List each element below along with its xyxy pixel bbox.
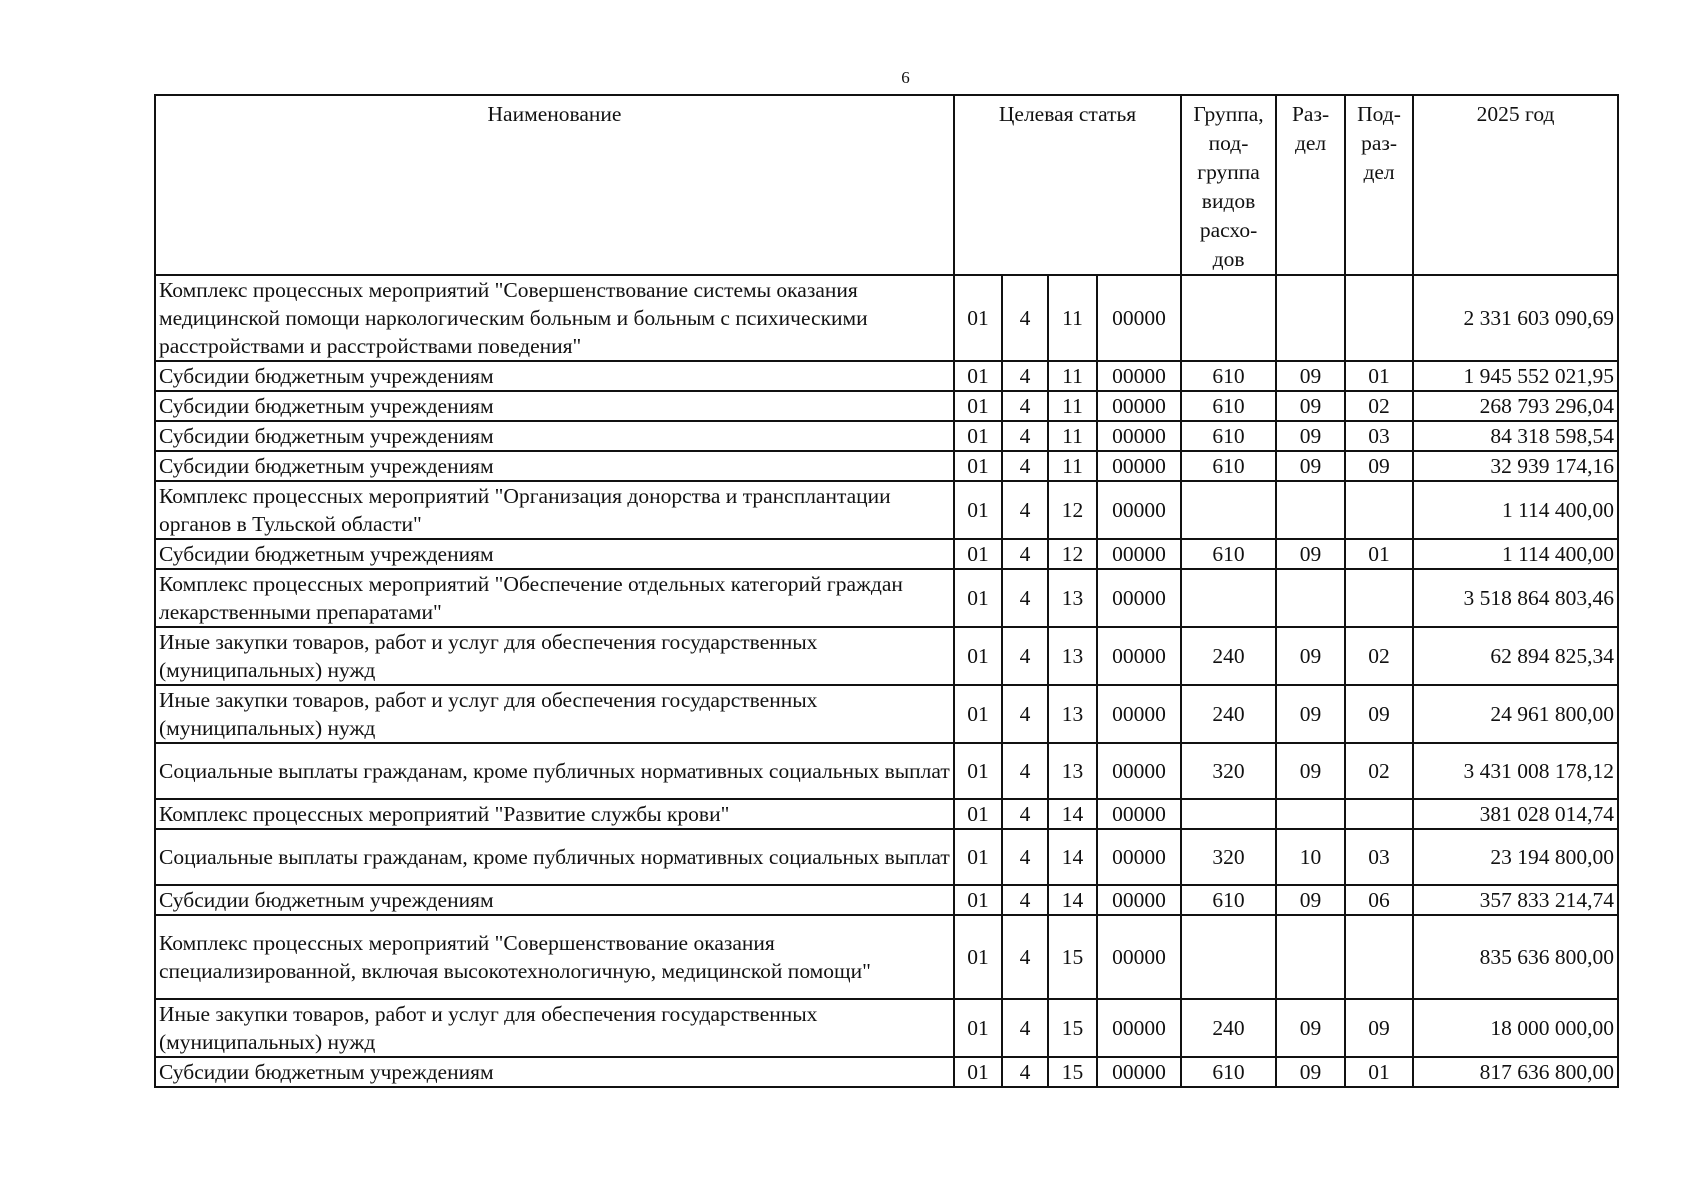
cell-type: 4 [1002, 799, 1048, 829]
cell-direction: 00000 [1097, 1057, 1181, 1087]
cell-section: 09 [1276, 627, 1345, 685]
cell-section: 09 [1276, 451, 1345, 481]
cell-type: 4 [1002, 421, 1048, 451]
cell-amount: 1 945 552 021,95 [1413, 361, 1618, 391]
cell-amount: 817 636 800,00 [1413, 1057, 1618, 1087]
cell-name: Комплекс процессных мероприятий "Обеспечение отдельных категорий граждан лекарственными препаратами" [155, 569, 954, 627]
cell-amount: 835 636 800,00 [1413, 915, 1618, 999]
cell-name: Субсидии бюджетным учреждениям [155, 421, 954, 451]
cell-type: 4 [1002, 391, 1048, 421]
table-row [155, 391, 1618, 421]
cell-type: 4 [1002, 481, 1048, 539]
cell-section: 09 [1276, 361, 1345, 391]
cell-program: 01 [954, 627, 1002, 685]
cell-subsection [1345, 481, 1413, 539]
cell-name: Субсидии бюджетным учреждениям [155, 391, 954, 421]
cell-direction: 00000 [1097, 569, 1181, 627]
cell-section: 09 [1276, 391, 1345, 421]
cell-program: 01 [954, 829, 1002, 885]
cell-name: Иные закупки товаров, работ и услуг для обеспечения государственных (муниципальных) нужд [155, 999, 954, 1057]
cell-expense-group: 240 [1181, 685, 1276, 743]
cell-expense-group: 320 [1181, 743, 1276, 799]
cell-subsection: 02 [1345, 391, 1413, 421]
cell-subprogram: 14 [1048, 885, 1097, 915]
cell-amount: 381 028 014,74 [1413, 799, 1618, 829]
cell-name: Иные закупки товаров, работ и услуг для обеспечения государственных (муниципальных) нужд [155, 627, 954, 685]
cell-expense-group: 610 [1181, 421, 1276, 451]
cell-expense-group [1181, 915, 1276, 999]
cell-direction: 00000 [1097, 885, 1181, 915]
cell-name: Субсидии бюджетным учреждениям [155, 1057, 954, 1087]
cell-expense-group: 240 [1181, 627, 1276, 685]
cell-subprogram: 13 [1048, 569, 1097, 627]
cell-subsection [1345, 799, 1413, 829]
cell-expense-group [1181, 481, 1276, 539]
cell-subsection [1345, 275, 1413, 361]
cell-subsection: 01 [1345, 539, 1413, 569]
cell-expense-group: 240 [1181, 999, 1276, 1057]
cell-program: 01 [954, 481, 1002, 539]
cell-program: 01 [954, 569, 1002, 627]
cell-direction: 00000 [1097, 627, 1181, 685]
cell-type: 4 [1002, 1057, 1048, 1087]
cell-expense-group: 610 [1181, 885, 1276, 915]
cell-direction: 00000 [1097, 275, 1181, 361]
cell-program: 01 [954, 421, 1002, 451]
cell-subprogram: 11 [1048, 275, 1097, 361]
cell-subsection: 01 [1345, 1057, 1413, 1087]
cell-subprogram: 15 [1048, 1057, 1097, 1087]
cell-direction: 00000 [1097, 451, 1181, 481]
page-number: 6 [901, 68, 910, 87]
cell-type: 4 [1002, 627, 1048, 685]
cell-expense-group: 610 [1181, 539, 1276, 569]
cell-type: 4 [1002, 539, 1048, 569]
cell-subsection: 09 [1345, 685, 1413, 743]
cell-program: 01 [954, 685, 1002, 743]
cell-program: 01 [954, 743, 1002, 799]
cell-subsection: 02 [1345, 627, 1413, 685]
cell-subsection: 01 [1345, 361, 1413, 391]
cell-amount: 3 431 008 178,12 [1413, 743, 1618, 799]
cell-direction: 00000 [1097, 999, 1181, 1057]
cell-subsection: 06 [1345, 885, 1413, 915]
header-expense-group: Группа, под- группа видов расхо- дов [1181, 95, 1276, 275]
cell-type: 4 [1002, 569, 1048, 627]
cell-expense-group [1181, 799, 1276, 829]
cell-section: 09 [1276, 743, 1345, 799]
cell-subprogram: 11 [1048, 391, 1097, 421]
cell-direction: 00000 [1097, 481, 1181, 539]
cell-expense-group [1181, 275, 1276, 361]
table-row [155, 361, 1618, 391]
table-row [155, 539, 1618, 569]
cell-type: 4 [1002, 743, 1048, 799]
cell-subprogram: 11 [1048, 361, 1097, 391]
cell-subsection: 03 [1345, 421, 1413, 451]
cell-program: 01 [954, 915, 1002, 999]
cell-amount: 24 961 800,00 [1413, 685, 1618, 743]
cell-name: Субсидии бюджетным учреждениям [155, 885, 954, 915]
cell-subprogram: 11 [1048, 451, 1097, 481]
cell-subsection: 02 [1345, 743, 1413, 799]
cell-amount: 1 114 400,00 [1413, 539, 1618, 569]
table-row [155, 627, 1618, 685]
cell-subprogram: 14 [1048, 829, 1097, 885]
cell-amount: 3 518 864 803,46 [1413, 569, 1618, 627]
cell-subprogram: 15 [1048, 999, 1097, 1057]
cell-amount: 268 793 296,04 [1413, 391, 1618, 421]
cell-direction: 00000 [1097, 685, 1181, 743]
table-row [155, 275, 1618, 361]
table-row [155, 481, 1618, 539]
cell-direction: 00000 [1097, 829, 1181, 885]
cell-program: 01 [954, 539, 1002, 569]
cell-expense-group: 610 [1181, 1057, 1276, 1087]
table-row [155, 915, 1618, 999]
cell-subprogram: 14 [1048, 799, 1097, 829]
cell-direction: 00000 [1097, 743, 1181, 799]
cell-section: 09 [1276, 421, 1345, 451]
cell-program: 01 [954, 1057, 1002, 1087]
cell-amount: 357 833 214,74 [1413, 885, 1618, 915]
cell-direction: 00000 [1097, 421, 1181, 451]
cell-name: Субсидии бюджетным учреждениям [155, 539, 954, 569]
cell-direction: 00000 [1097, 539, 1181, 569]
cell-name: Комплекс процессных мероприятий "Совершенствование системы оказания медицинской помощи наркологическим больным и больным с психическими расстройствами и расстройствами поведения" [155, 275, 954, 361]
cell-subsection [1345, 569, 1413, 627]
table-body [155, 275, 1618, 1087]
cell-type: 4 [1002, 829, 1048, 885]
cell-name: Комплекс процессных мероприятий "Организация донорства и трансплантации органов в Тульской области" [155, 481, 954, 539]
cell-section: 09 [1276, 539, 1345, 569]
cell-section [1276, 275, 1345, 361]
cell-subprogram: 11 [1048, 421, 1097, 451]
table-row [155, 1057, 1618, 1087]
cell-program: 01 [954, 451, 1002, 481]
cell-direction: 00000 [1097, 361, 1181, 391]
header-subsection: Под- раз- дел [1345, 95, 1413, 275]
table-row [155, 421, 1618, 451]
cell-program: 01 [954, 799, 1002, 829]
budget-table [154, 94, 1619, 1088]
cell-subprogram: 13 [1048, 685, 1097, 743]
cell-type: 4 [1002, 685, 1048, 743]
cell-name: Комплекс процессных мероприятий "Совершенствование оказания специализированной, включая высокотехнологичную, медицинской помощи" [155, 915, 954, 999]
cell-subprogram: 13 [1048, 627, 1097, 685]
cell-type: 4 [1002, 885, 1048, 915]
header-year: 2025 год [1413, 95, 1618, 275]
cell-section: 09 [1276, 1057, 1345, 1087]
cell-expense-group: 610 [1181, 451, 1276, 481]
cell-program: 01 [954, 361, 1002, 391]
cell-amount: 62 894 825,34 [1413, 627, 1618, 685]
cell-subprogram: 13 [1048, 743, 1097, 799]
cell-direction: 00000 [1097, 915, 1181, 999]
cell-expense-group: 610 [1181, 391, 1276, 421]
cell-section [1276, 481, 1345, 539]
header-target-article: Целевая статья [954, 95, 1181, 275]
cell-amount: 18 000 000,00 [1413, 999, 1618, 1057]
cell-name: Комплекс процессных мероприятий "Развитие службы крови" [155, 799, 954, 829]
cell-direction: 00000 [1097, 391, 1181, 421]
table-row [155, 685, 1618, 743]
header-name: Наименование [155, 95, 954, 275]
cell-type: 4 [1002, 451, 1048, 481]
cell-amount: 84 318 598,54 [1413, 421, 1618, 451]
cell-type: 4 [1002, 361, 1048, 391]
cell-subsection [1345, 915, 1413, 999]
cell-expense-group: 320 [1181, 829, 1276, 885]
table-row [155, 451, 1618, 481]
header-section: Раз- дел [1276, 95, 1345, 275]
cell-program: 01 [954, 275, 1002, 361]
cell-expense-group [1181, 569, 1276, 627]
cell-section [1276, 915, 1345, 999]
cell-subprogram: 15 [1048, 915, 1097, 999]
cell-name: Субсидии бюджетным учреждениям [155, 451, 954, 481]
cell-section [1276, 799, 1345, 829]
cell-subsection: 09 [1345, 999, 1413, 1057]
cell-program: 01 [954, 999, 1002, 1057]
cell-subsection: 09 [1345, 451, 1413, 481]
cell-name: Субсидии бюджетным учреждениям [155, 361, 954, 391]
cell-subprogram: 12 [1048, 539, 1097, 569]
cell-name: Социальные выплаты гражданам, кроме публичных нормативных социальных выплат [155, 743, 954, 799]
cell-amount: 1 114 400,00 [1413, 481, 1618, 539]
cell-amount: 2 331 603 090,69 [1413, 275, 1618, 361]
table-row [155, 743, 1618, 799]
cell-section: 09 [1276, 685, 1345, 743]
cell-subsection: 03 [1345, 829, 1413, 885]
cell-expense-group: 610 [1181, 361, 1276, 391]
table-header [155, 95, 1618, 275]
table-row [155, 829, 1618, 885]
cell-type: 4 [1002, 275, 1048, 361]
cell-name: Социальные выплаты гражданам, кроме публичных нормативных социальных выплат [155, 829, 954, 885]
cell-type: 4 [1002, 915, 1048, 999]
table-row [155, 569, 1618, 627]
cell-section: 10 [1276, 829, 1345, 885]
cell-section: 09 [1276, 885, 1345, 915]
cell-name: Иные закупки товаров, работ и услуг для обеспечения государственных (муниципальных) нужд [155, 685, 954, 743]
cell-section: 09 [1276, 999, 1345, 1057]
cell-amount: 32 939 174,16 [1413, 451, 1618, 481]
cell-section [1276, 569, 1345, 627]
cell-subprogram: 12 [1048, 481, 1097, 539]
cell-type: 4 [1002, 999, 1048, 1057]
table-row [155, 885, 1618, 915]
table-row [155, 999, 1618, 1057]
cell-program: 01 [954, 391, 1002, 421]
cell-direction: 00000 [1097, 799, 1181, 829]
cell-amount: 23 194 800,00 [1413, 829, 1618, 885]
cell-program: 01 [954, 885, 1002, 915]
table-row [155, 799, 1618, 829]
